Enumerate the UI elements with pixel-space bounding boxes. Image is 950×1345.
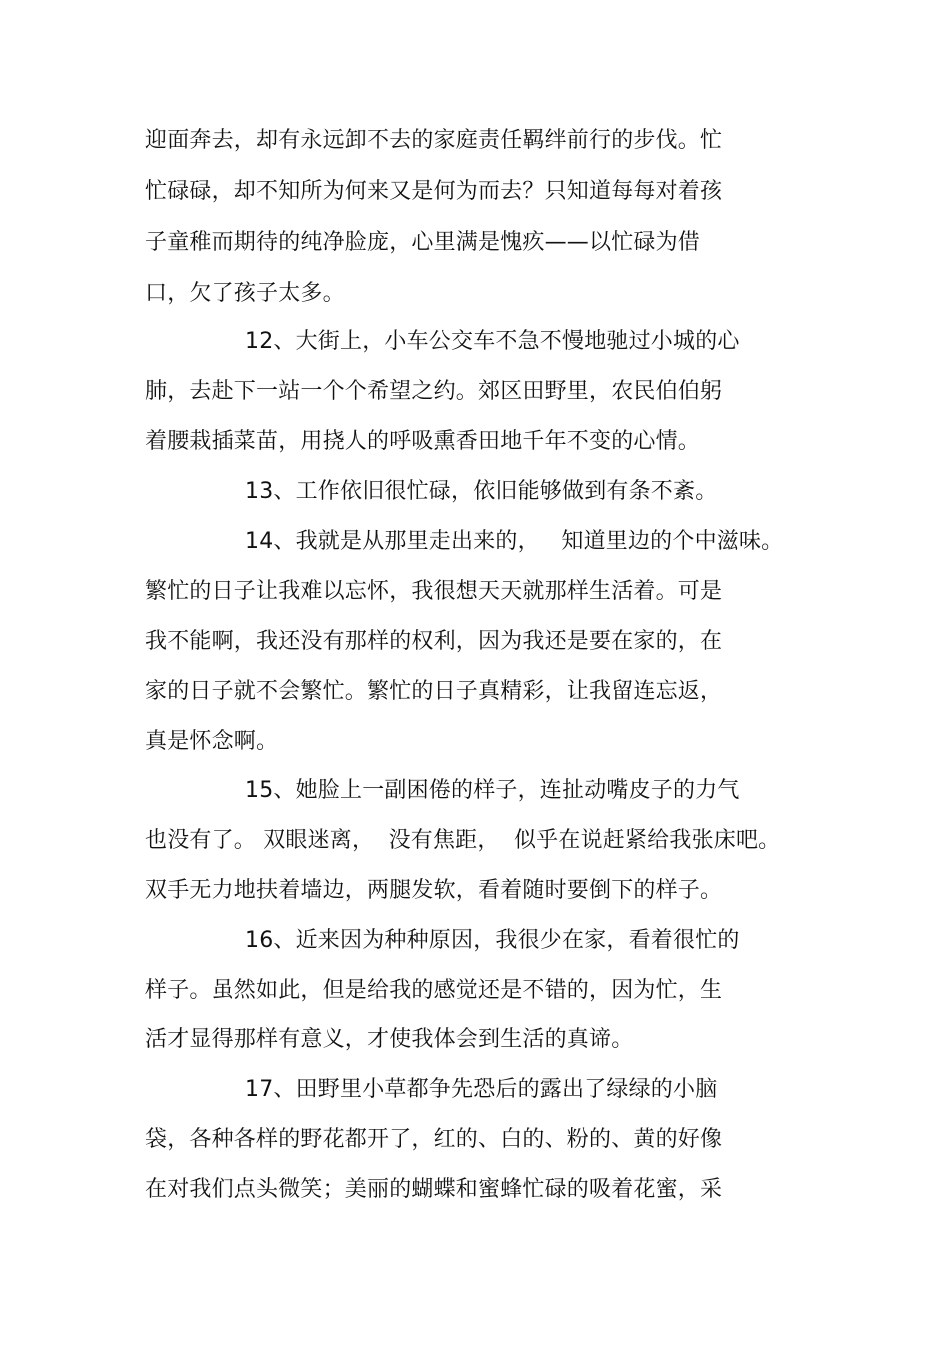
paragraph-15-first-line: 15、她脸上一副困倦的样子，连扯动嘴皮子的力气 <box>245 778 740 803</box>
text-line: 肺，去赴下一站一个个希望之约。郊区田野里，农民伯伯躬 <box>145 379 723 404</box>
text-line: 子童稚而期待的纯净脸庞，心里满是愧疚——以忙碌为借 <box>145 230 701 255</box>
text-line: 双手无力地扶着墙边，两腿发软，看着随时要倒下的样子。 <box>145 878 723 903</box>
text-line: 我不能啊，我还没有那样的权利，因为我还是要在家的，在 <box>145 629 723 654</box>
paragraph-17-first-line: 17、田野里小草都争先恐后的露出了绿绿的小脑 <box>245 1077 718 1102</box>
text-line: 活才显得那样有意义，才使我体会到生活的真谛。 <box>145 1027 634 1052</box>
text-line: 繁忙的日子让我难以忘怀，我很想天天就那样生活着。可是 <box>145 579 723 604</box>
paragraph-14-first-line: 14、我就是从那里走出来的， 知道里边的个中滋味。 <box>245 529 784 554</box>
paragraph-12-first-line: 12、大街上，小车公交车不急不慢地驰过小城的心 <box>245 329 740 354</box>
text-line: 在对我们点头微笑；美丽的蝴蝶和蜜蜂忙碌的吸着花蜜，采 <box>145 1177 723 1202</box>
text-line: 迎面奔去，却有永远卸不去的家庭责任羁绊前行的步伐。忙 <box>145 128 723 153</box>
text-line: 口，欠了孩子太多。 <box>145 281 345 306</box>
text-line: 真是怀念啊。 <box>145 729 279 754</box>
text-line: 家的日子就不会繁忙。繁忙的日子真精彩，让我留连忘返， <box>145 679 723 704</box>
text-line: 忙碌碌，却不知所为何来又是何为而去？只知道每每对着孩 <box>145 179 723 204</box>
text-line: 袋，各种各样的野花都开了，红的、白的、粉的、黄的好像 <box>145 1127 723 1152</box>
text-line: 样子。虽然如此，但是给我的感觉还是不错的，因为忙，生 <box>145 978 723 1003</box>
paragraph-13-line: 13、工作依旧很忙碌，依旧能够做到有条不紊。 <box>245 479 718 504</box>
paragraph-16-first-line: 16、近来因为种种原因，我很少在家，看着很忙的 <box>245 928 740 953</box>
text-line: 也没有了。 双眼迷离， 没有焦距， 似乎在说赶紧给我张床吧。 <box>145 828 781 853</box>
text-line: 着腰栽插菜苗，用挠人的呼吸熏香田地千年不变的心情。 <box>145 429 701 454</box>
